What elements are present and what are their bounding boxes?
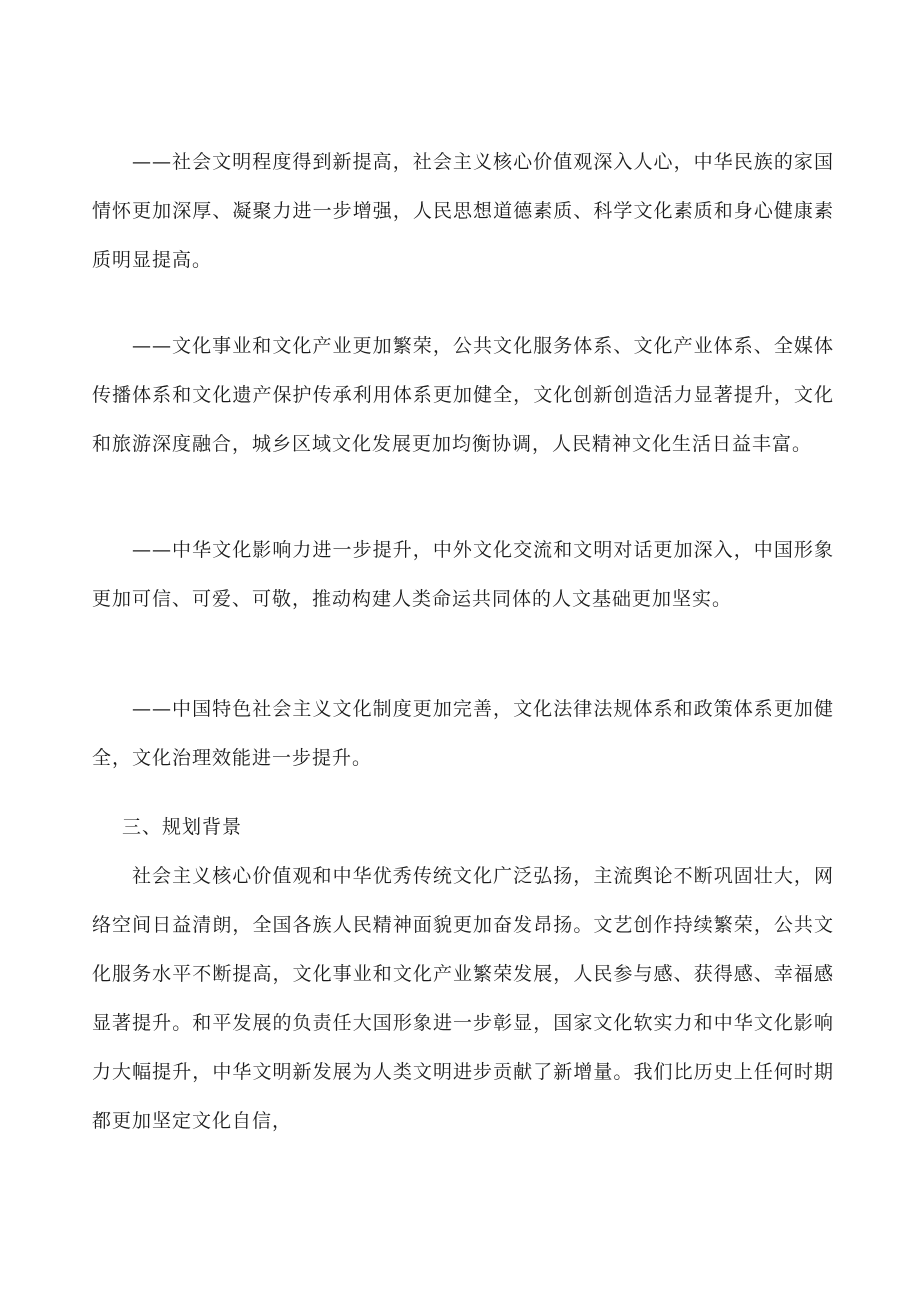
- goal-paragraph-cultural-system: ——中国特色社会主义文化制度更加完善，文化法律法规体系和政策体系更加健全，文化治理效能进一步提升。: [92, 698, 834, 769]
- section-heading: 三、规划背景: [122, 816, 243, 838]
- goal-paragraph-cultural-industry: ——文化事业和文化产业更加繁荣，公共文化服务体系、文化产业体系、全媒体传播体系和文化遗产保护传承利用体系更加健全，文化创新创造活力显著提升，文化和旅游深度融合，城乡区域文化发展更加均衡协调，人民精神文化生活日益丰富。: [92, 335, 834, 455]
- goal-paragraph-cultural-influence: ——中华文化影响力进一步提升，中外文化交流和文明对话更加深入，中国形象更加可信、可爱、可敬，推动构建人类命运共同体的人文基础更加坚实。: [92, 539, 834, 610]
- background-paragraph: 社会主义核心价值观和中华优秀传统文化广泛弘扬，主流舆论不断巩固壮大，网络空间日益清朗，全国各族人民精神面貌更加奋发昂扬。文艺创作持续繁荣，公共文化服务水平不断提高，文化事业和文化产业繁荣发展，人民参与感、获得感、幸福感显著提升。和平发展的负责任大国形象进一步彰显，国家文化软实力和中华文化影响力大幅提升，中华文明新发展为人类文明进步贡献了新增量。我们比历史上任何时期都更加坚定文化自信，: [92, 865, 834, 1132]
- goal-paragraph-social-civilization: ——社会文明程度得到新提高，社会主义核心价值观深入人心，中华民族的家国情怀更加深厚、凝聚力进一步增强，人民思想道德素质、科学文化素质和身心健康素质明显提高。: [92, 151, 834, 271]
